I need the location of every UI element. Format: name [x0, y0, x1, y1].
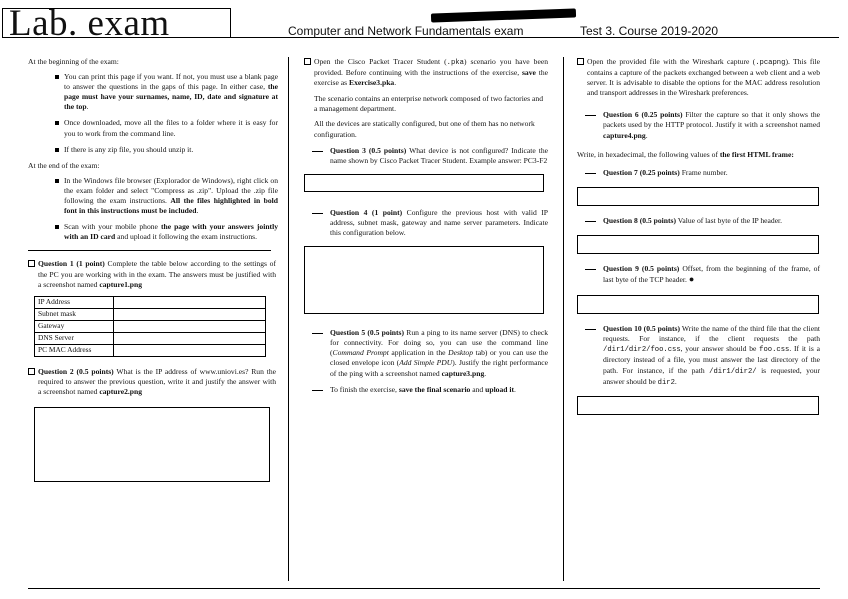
- list-item: Scan with your mobile phone the page with your answers jointly with an ID card and upload it following the exam instructions.: [64, 222, 278, 242]
- wireshark-intro: Open the provided file with the Wireshark capture (.pcapng). This file contains a capture of the packets exchanged between a web client and a web server. It is advisable to disable the options for the MAC address resolution and transport addresses in the Wireshark preferences.: [577, 57, 820, 98]
- table-row-label: IP Address: [35, 296, 114, 308]
- table-row: [35, 308, 266, 320]
- answer-box-q2[interactable]: [34, 407, 270, 482]
- answer-box-q4[interactable]: [304, 246, 544, 314]
- list-item: You can print this page if you want. If not, you must use a blank page to answer the questions in the gaps of this page. In either case, the page must have your surnames, name, ID, date and signature at the top.: [64, 72, 278, 112]
- hex-instruction: Write, in hexadecimal, the following values of the first HTML frame:: [577, 149, 794, 159]
- question-3: Question 3 (0.5 points) What device is not configured? Indicate the name shown by Cisco Packet Tracer Student. Example answer: PC3-F2: [304, 146, 548, 166]
- answer-box-q10[interactable]: [577, 396, 819, 415]
- packet-tracer-intro: Open the Cisco Packet Tracer Student (.pka) scenario you have been provided. Before continuing with the instructions of the exercise, save the exercise as Exercise3.pka.: [304, 57, 548, 88]
- answer-box-q3[interactable]: [304, 174, 544, 192]
- table-row: [35, 320, 266, 332]
- question-9: Question 9 (0.5 points) Offset, from the beginning of the frame, of last byte of the TCP header. ●: [577, 264, 820, 285]
- intro-end: At the end of the exam:: [28, 160, 100, 170]
- question-8: Question 8 (0.5 points) Value of last byte of the IP header.: [577, 216, 820, 226]
- list-item: In the Windows file browser (Explorador de Windows), right click on the exam folder and select "Compress as .zip". Upload the .zip file following the exam instructions. All the files highlighted in bold font in this instructions must be included.: [64, 175, 279, 216]
- config-desc: All the devices are statically configured, but one of them has no network configuration.: [314, 119, 535, 139]
- course-title: Computer and Network Fundamentals exam: [288, 24, 524, 38]
- table-row-label: Gateway: [35, 320, 114, 332]
- scenario-desc: The scenario contains an enterprise network composed of two factories and a management department.: [314, 94, 543, 114]
- list-item: Once downloaded, move all the files to a folder where it is easy for you to work from the command line.: [64, 118, 278, 138]
- begin-list: [28, 72, 278, 155]
- column-middle: [304, 57, 548, 395]
- column-divider-1: [288, 57, 289, 581]
- table-row-answer-cell[interactable]: [114, 296, 266, 308]
- column-right: [577, 57, 820, 415]
- question-6: Question 6 (0.25 points) Filter the capture so that it only shows the packets used by the HTTP protocol. Justify it with a screenshot named capture4.png.: [577, 110, 820, 140]
- column-left: [28, 57, 278, 482]
- answer-box-q7[interactable]: [577, 187, 819, 206]
- test-title: Test 3. Course 2019-2020: [580, 24, 719, 38]
- question-10: Question 10 (0.5 points) Write the name of the third file that the client requests. For instance, if the client requests the path /dir1/dir2/foo.css, your answer should be foo.css. If it is a directory instead of a file, you must answer the last directory of the path. For instance, if the path /dir1/dir2/ is requested, your answer should be dir2.: [577, 324, 820, 388]
- answer-box-q8[interactable]: [577, 235, 819, 254]
- footer-rule: [28, 588, 820, 589]
- table-row-label: PC MAC Address: [35, 344, 114, 356]
- table-row: [35, 344, 266, 356]
- answer-box-q9[interactable]: [577, 295, 819, 314]
- table-row: [35, 296, 266, 308]
- table-row-label: DNS Server: [35, 332, 114, 344]
- question-2: Question 2 (0.5 points) What is the IP address of www.uniovi.es? Run the required to answer the previous question, write it and justify the answer with a screenshot named capture2.png: [28, 367, 276, 397]
- list-item: If there is any zip file, you should unzip it.: [64, 145, 278, 155]
- table-row-answer-cell[interactable]: [114, 344, 266, 356]
- section-rule: [28, 250, 271, 251]
- question-5: Question 5 (0.5 points) Run a ping to its name server (DNS) to check for connectivity. For doing so, you can use the command line (Command Prompt application in the Desktop tab) or you can use the closed envelope icon (Add Simple PDU). Justify the right performance of the ping with a screenshot named capture3.png.: [304, 328, 548, 378]
- column-divider-2: [563, 57, 564, 581]
- question-7: Question 7 (0.25 points) Frame number.: [577, 168, 820, 178]
- finish-instruction: To finish the exercise, save the final scenario and upload it.: [304, 385, 548, 395]
- table-row-answer-cell[interactable]: [114, 332, 266, 344]
- table-row-label: Subnet mask: [35, 308, 114, 320]
- redaction-mark: [431, 8, 576, 22]
- table-row-answer-cell[interactable]: [114, 320, 266, 332]
- question-1: Question 1 (1 point) Complete the table below according to the settings of the PC you are working with in the exam. The answers must be justified with a screenshot named capture1.png: [28, 259, 276, 289]
- intro-begin: At the beginning of the exam:: [28, 57, 119, 66]
- table-row-answer-cell[interactable]: [114, 308, 266, 320]
- end-list: [28, 176, 278, 243]
- exam-title: Lab. exam: [2, 8, 231, 38]
- pc-settings-table: [34, 296, 266, 357]
- table-row: [35, 332, 266, 344]
- dot-mark: ●: [688, 274, 695, 285]
- question-4: Question 4 (1 point) Configure the previous host with valid IP address, subnet mask, gateway and name server parameters. Indicate this configuration below.: [304, 208, 548, 238]
